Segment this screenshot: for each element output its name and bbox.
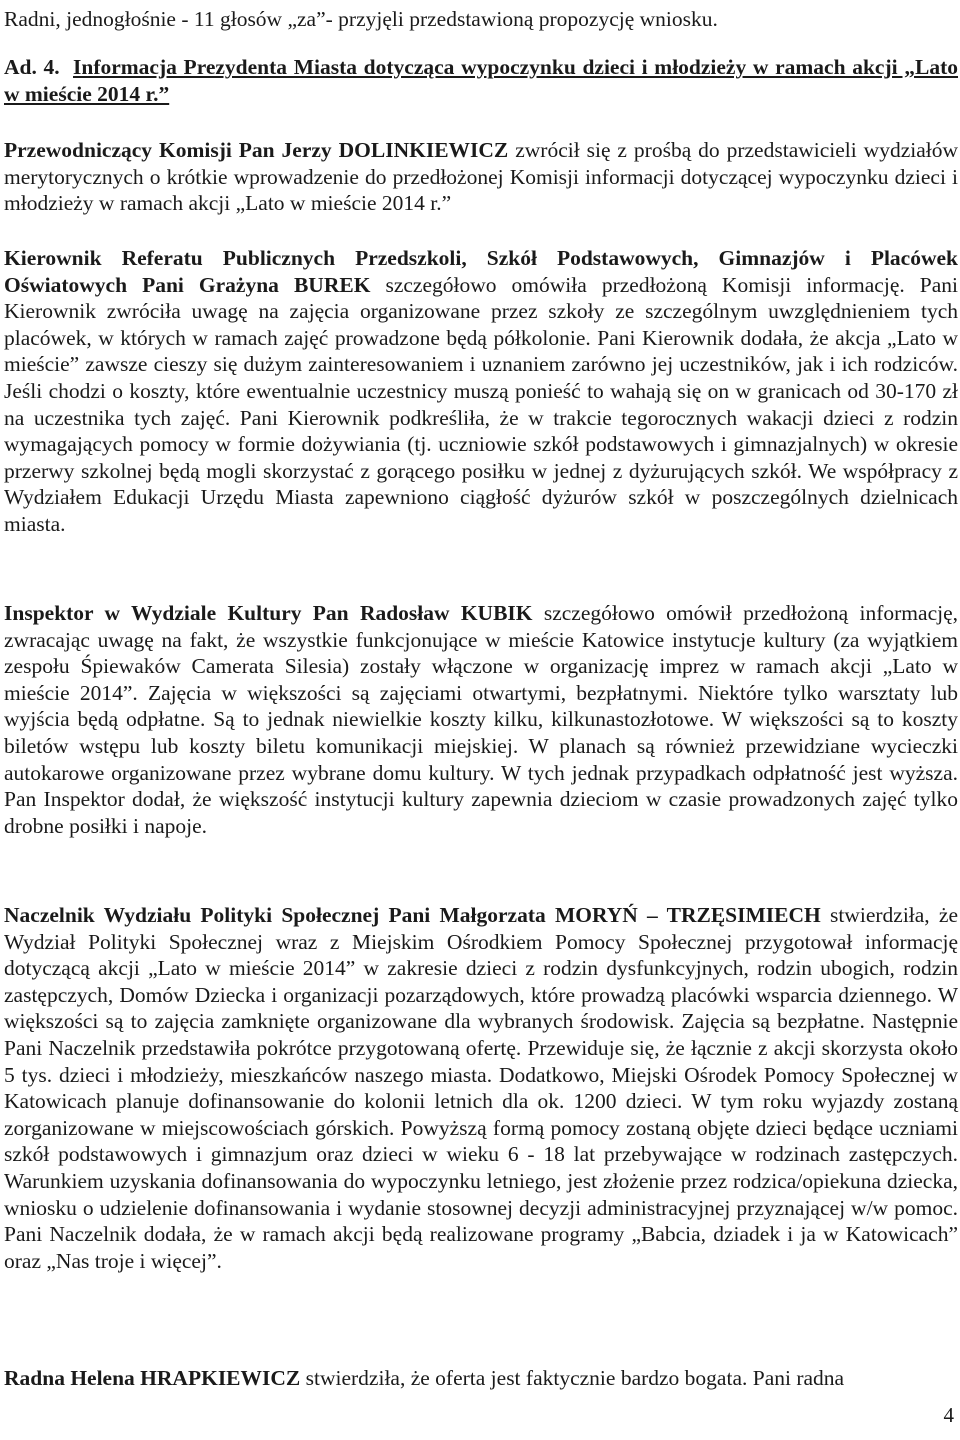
speaker-culture-inspector: Inspektor w Wydziale Kultury Pan Radosław KUBIK bbox=[4, 601, 533, 625]
social-policy-text: stwierdziła, że Wydział Polityki Społecznej wraz z Miejskim Ośrodkiem Pomocy Społecznej przygotował informację dotyczącą akcji „Lato w mieście 2014” w zakresie dzieci z rodzin dysfunkcyjnych, rodzin ubogich, rodzin zastępczych, Domów Dziecka i organizacji pozarządowych, które prowadzą placówki wsparcia dziennego. W większości są to zajęcia zamknięte organizowane dla wybranych środowisk. Zajęcia są bezpłatne. Następnie Pani Naczelnik przedstawiła pokrótce przygotowaną ofertę. Przewiduje się, że łącznie z akcji skorzysta około 5 tys. dzieci i młodzieży, mieszkańców naszego miasta. Dodatkowo, Miejski Ośrodek Pomocy Społecznej w Katowicach planuje dofinansowanie do kolonii letnich dla ok. 1200 dzieci. W tym roku wyjazdy zostaną zorganizowane w miejscowościach górskich. Powyższą formą pomocy zostaną objęte dzieci będące uczniami szkół podstawowych i gimnazjum oraz dzieci w wieku 6 - 18 lat przebywające w rodzinach zastępczych. Warunkiem uzyskania dofinansowania do wypoczynku letniego, jest złożenie przez rodzica/opiekuna dziecka, wniosku o udzielenie dofinansowania i wydanie stosownej decyzji administracyjnej przyznającej w/w pomoc. Pani Naczelnik dodała, że w ramach akcji będą realizowane programy „Babcia, dziadek i ja w Katowicach” oraz „Nas troje i więcej”. bbox=[4, 903, 958, 1273]
speaker-chairman: Przewodniczący Komisji Pan Jerzy DOLINKIEWICZ bbox=[4, 138, 509, 162]
chairman-text: zwrócił się z prośbą do przedstawicieli wydziałów merytorycznych o krótkie wprowadzenie do przedłożonej Komisji informacji dotyczącej wypoczynku dzieci i młodzieży w ramach akcji „Lato w mieście 2014 r.” bbox=[4, 138, 959, 216]
intro-paragraph: Radni, jednogłośnie - 11 głosów „za”- przyjęli przedstawioną propozycję wniosku. bbox=[4, 7, 718, 31]
page-number: 4 bbox=[943, 1403, 954, 1427]
speaker-social-policy: Naczelnik Wydziału Polityki Społecznej Pani Małgorzata MORYŃ – TRZĘSIMIECH bbox=[4, 903, 821, 927]
paragraph-culture-inspector bbox=[4, 600, 958, 839]
agenda-number: Ad. 4. bbox=[4, 55, 60, 79]
school-head-text: szczegółowo omówiła przedłożoną Komisji informację. Pani Kierownik zwróciła uwagę na zajęcia organizowane przez szkoły ze szczególnym uwzględnieniem tych placówek, w których w ramach zajęć prowadzone będą półkolonie. Pani Kierownik dodała, że akcja „Lato w mieście” zawsze cieszy się dużym zainteresowaniem i uznaniem zarówno jej uczestników, jak i ich rodziców. Jeśli chodzi o koszty, które ewentualnie uczestnicy muszą ponieść to wahają się on w granicach od 30-170 zł na uczestnika tych zajęć. Pani Kierownik podkreśliła, że w trakcie tegorocznych wakacji dzieci z rodzin wymagających pomocy w formie dożywiania (tj. uczniowie szkół podstawowych i gimnazjalnych) w okresie przerwy szkolnej będą mogli skorzystać z gorącego posiłku w jednej z dyżurujących szkół. We współpracy z Wydziałem Edukacji Urzędu Miasta zapewniono ciągłość dyżurów szkół w poszczególnych dzielnicach miasta. bbox=[4, 272, 958, 536]
speaker-school-head: Kierownik Referatu Publicznych Przedszkoli, Szkół Podstawowych, Gimnazjów i Placówek Oświatowych Pani Grażyna BUREK bbox=[4, 246, 958, 297]
paragraph-school-head bbox=[4, 245, 958, 538]
agenda-heading bbox=[4, 54, 958, 107]
paragraph-social-policy bbox=[4, 902, 958, 1274]
paragraph-chairman bbox=[4, 137, 958, 217]
speaker-councillor: Radna Helena HRAPKIEWICZ bbox=[4, 1366, 301, 1390]
councillor-text: stwierdziła, że oferta jest faktycznie bardzo bogata. Pani radna bbox=[300, 1366, 845, 1390]
culture-inspector-text: szczegółowo omówił przedłożoną informację, zwracając uwagę na fakt, że wszystkie funkcjonujące w mieście Katowice instytucje kultury (za wyjątkiem zespołu Śpiewaków Camerata Silesia) zostały włączone w organizację imprez w ramach akcji „Lato w mieście 2014”. Zajęcia w większości są zajęciami otwartymi, bezpłatnymi. Niektóre tylko warsztaty lub wyjścia będą odpłatne. Są to jednak niewielkie koszty kilku, kilkunastozłotowe. W większości są to koszty biletów wstępu lub koszty biletu komunikacji miejskiej. W planach są również przewidziane wycieczki autokarowe organizowane przez wybrane domu kultury. W tych jednak przypadkach odpłatność jest wyższa. Pan Inspektor dodał, że większość instytucji kultury zapewnia dzieciom w czasie prowadzonych zajęć tylko drobne posiłki i napoje. bbox=[4, 601, 959, 838]
paragraph-councillor bbox=[4, 1365, 958, 1392]
agenda-title: Informacja Prezydenta Miasta dotycząca wypoczynku dzieci i młodzieży w ramach akcji „Lato w mieście 2014 r.” bbox=[4, 55, 959, 106]
